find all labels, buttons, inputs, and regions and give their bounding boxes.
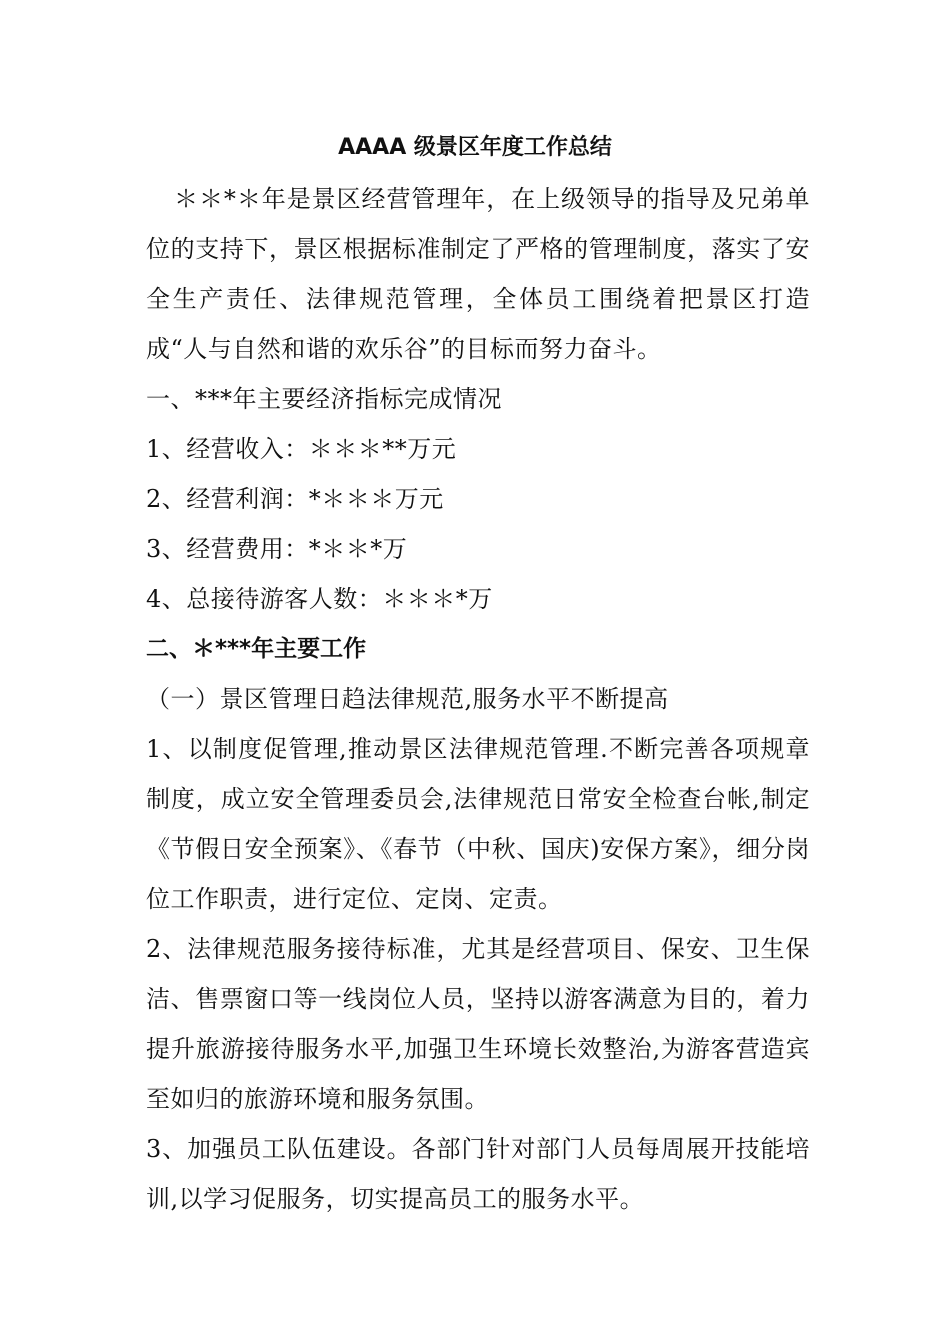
indicator-visitors: 4、总接待游客人数：＊＊＊*万 xyxy=(146,585,493,613)
indicator-profit: 2、经营利润：*＊＊＊万元 xyxy=(146,485,444,513)
section-heading-2: 二、＊***年主要工作 xyxy=(146,636,367,662)
subsection-heading-1: （一）景区管理日趋法律规范,服务水平不断提高 xyxy=(146,685,669,713)
work-item-2: 2、法律规范服务接待标准，尤其是经营项目、保安、卫生保洁、售票窗口等一线岗位人员，坚持以游客满意为目的，着力提升旅游接待服务水平,加强卫生环境长效整治,为游客营造宾至如归的旅游环境和服务氛围。 xyxy=(146,935,810,1113)
work-item-1: 1、以制度促管理,推动景区法律规范管理.不断完善各项规章制度，成立安全管理委员会,法律规范日常安全检查台帐,制定《节假日安全预案》、《春节（中秋、国庆)安保方案》，细分岗位工作职责，进行定位、定岗、定责。 xyxy=(146,735,810,913)
indicator-revenue: 1、经营收入：＊＊＊**万元 xyxy=(146,435,457,463)
intro-paragraph: ＊＊*＊年是景区经营管理年，在上级领导的指导及兄弟单位的支持下，景区根据标准制定了严格的管理制度，落实了安全生产责任、法律规范管理，全体员工围绕着把景区打造成“人与自然和谐的欢乐谷”的目标而努力奋斗。 xyxy=(146,185,810,363)
indicator-expenses: 3、经营费用：*＊＊*万 xyxy=(146,535,408,563)
document-body xyxy=(146,174,810,1224)
work-item-3: 3、加强员工队伍建设。各部门针对部门人员每周展开技能培训,以学习促服务，切实提高员工的服务水平。 xyxy=(146,1135,810,1213)
section-heading-1: 一、***年主要经济指标完成情况 xyxy=(146,385,502,413)
document-title: AAAA 级景区年度工作总结 xyxy=(338,135,612,160)
